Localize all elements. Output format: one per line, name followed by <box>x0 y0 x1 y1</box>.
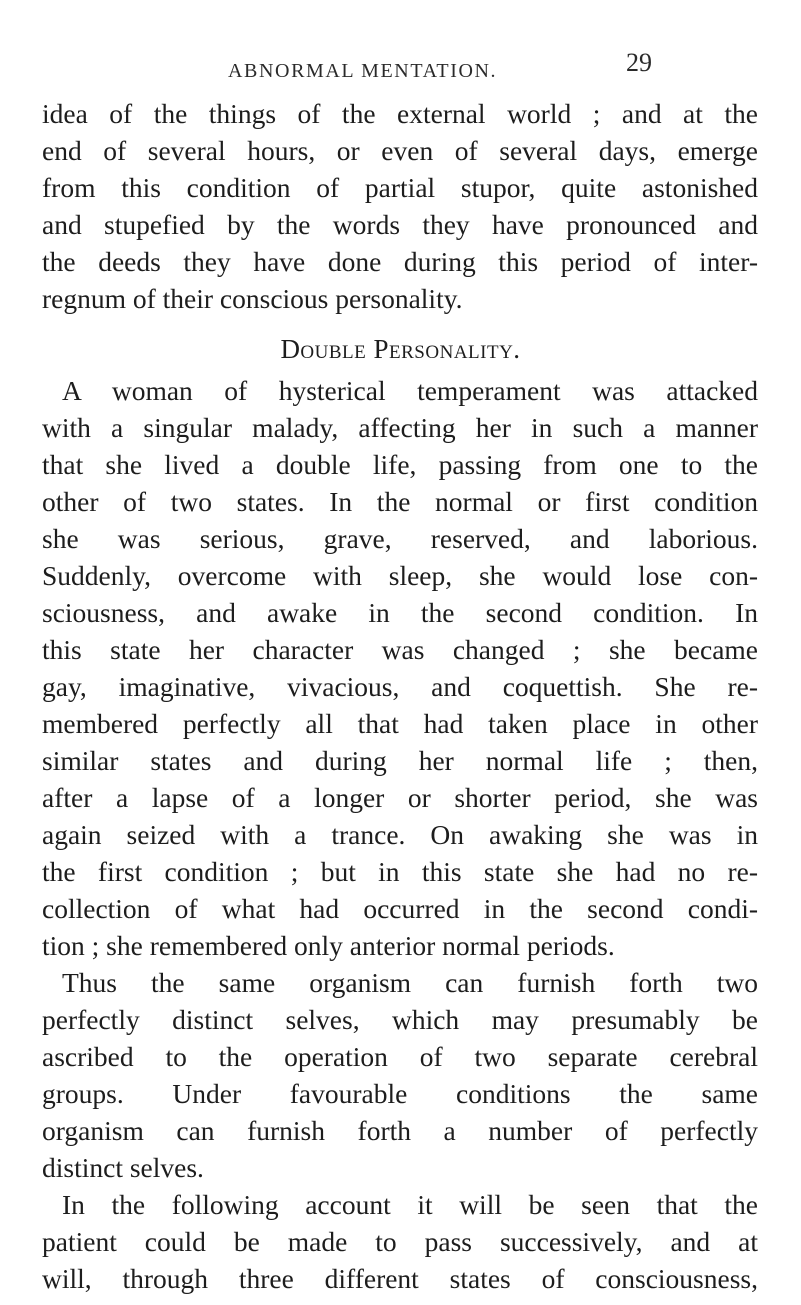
text-line: distinct selves. <box>42 1152 204 1183</box>
text-line: idea of the things of the external world ; and at the <box>42 98 758 129</box>
text-line: again seized with a trance. On awaking she was in <box>42 819 758 850</box>
text-line: end of several hours, or even of several days, emerge <box>42 135 758 166</box>
text-line: gay, imaginative, vivacious, and coquettish. She re- <box>42 671 758 702</box>
text-line: this state her character was changed ; she became <box>42 634 758 665</box>
body-text <box>42 372 758 1297</box>
text-line: perfectly distinct selves, which may presumably be <box>42 1004 758 1035</box>
text-line: Suddenly, overcome with sleep, she would lose con- <box>42 560 758 591</box>
text-line: organism can furnish forth a number of perfectly <box>42 1115 758 1146</box>
text-line: patient could be made to pass successively, and at <box>42 1226 758 1257</box>
text-line: after a lapse of a longer or shorter period, she was <box>42 782 758 813</box>
text-line: will, through three different states of consciousness, <box>42 1263 758 1294</box>
text-line: groups. Under favourable conditions the same <box>42 1078 758 1109</box>
text-line: other of two states. In the normal or first condition <box>42 486 758 517</box>
text-line: In the following account it will be seen that the <box>62 1189 758 1220</box>
text-line: the deeds they have done during this period of inter- <box>42 246 758 277</box>
text-line: similar states and during her normal life ; then, <box>42 745 758 776</box>
text-line: A woman of hysterical temperament was attacked <box>62 375 758 406</box>
page-number: 29 <box>626 48 652 77</box>
text-line: sciousness, and awake in the second condition. In <box>42 597 758 628</box>
text-line: that she lived a double life, passing from one to the <box>42 449 758 480</box>
text-line: from this condition of partial stupor, quite astonished <box>42 172 758 203</box>
text-line: she was serious, grave, reserved, and laborious. <box>42 523 758 554</box>
section-heading: Double Personality. <box>280 334 521 364</box>
intro-paragraph <box>42 95 758 317</box>
text-line: the first condition ; but in this state she had no re- <box>42 856 758 887</box>
text-line: with a singular malady, affecting her in such a manner <box>42 412 758 443</box>
text-line: and stupefied by the words they have pronounced and <box>42 209 758 240</box>
running-header: ABNORMAL MENTATION. <box>228 60 498 82</box>
text-line: regnum of their conscious personality. <box>42 283 463 314</box>
text-line: Thus the same organism can furnish forth two <box>62 967 758 998</box>
text-line: collection of what had occurred in the second condi- <box>42 893 758 924</box>
text-line: ascribed to the operation of two separate cerebral <box>42 1041 758 1072</box>
text-line: tion ; she remembered only anterior normal periods. <box>42 930 615 961</box>
text-line: membered perfectly all that had taken place in other <box>42 708 758 739</box>
